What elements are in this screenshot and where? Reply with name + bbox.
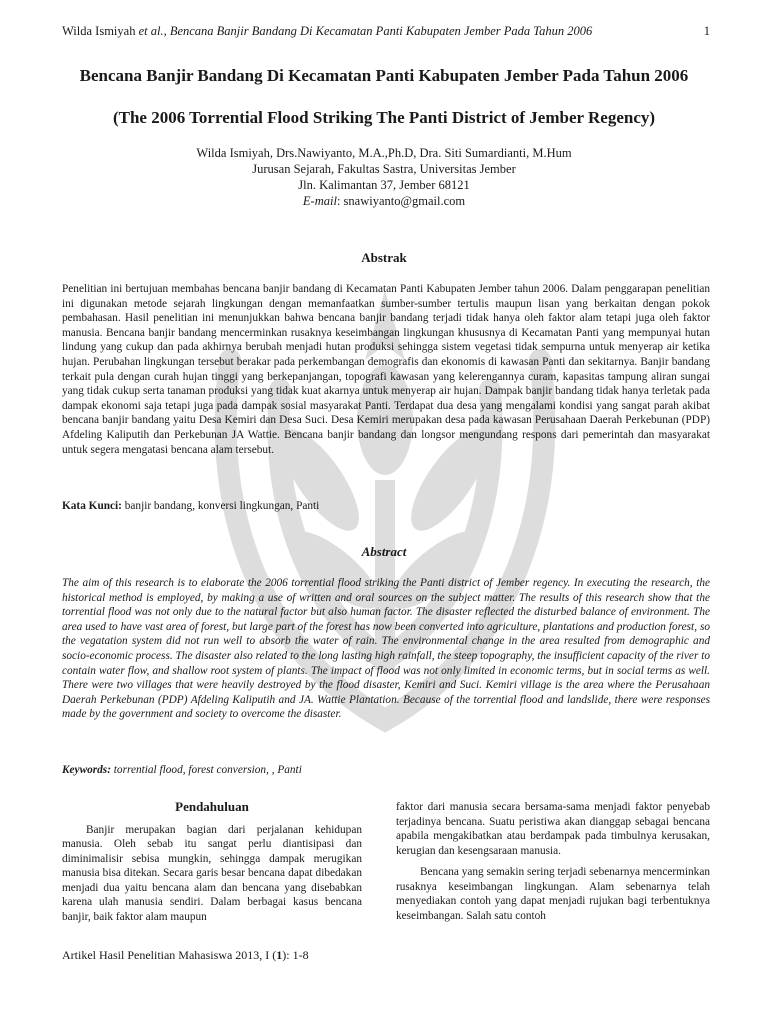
abstract-heading: Abstract <box>361 544 407 559</box>
abstract-body: The aim of this research is to elaborate the 2006 torrential flood striking the Panti district of Jember regency. In executing the research, the historical method is employed, by making a use of written and oral sources on the subject matter. The results of this research show that the torrential flood was not only due to the natural factor but also human factor. The disaster reflected the disturbed balance of environment. The area used to have vast area of forest, but large part of the forest has now been converted into agriculture, plantations and production forest, so the vegatation system did not run well to absorb the water of rain. The environmental change in the area resulted from demographic and socio-economic process. The disaster also related to the long lasting high rainfall, the steep topography, the insufficient capacity of the river to contain water flow, and shallow root system of plants. The impact of flood was not only limited in economic terms, but in social terms as well. There were two villages that were heavily destroyed by the flood disaster, Kemiri and Suci. Kemiri village is the area where the Perusahaan Daerah Perkebunan (PDP) Afdeling Kaliputih and JA. Wattie Plantation. Because of the torrential flood and landslide, there were responses made by the government and society to overcome the disaster. <box>62 577 710 721</box>
running-header <box>62 24 710 42</box>
left-column <box>62 800 362 924</box>
pendahuluan-heading: Pendahuluan <box>175 799 249 814</box>
page-number: 1 <box>703 24 710 38</box>
pendahuluan-left-paragraph: Banjir merupakan bagian dari perjalanan kehidupan manusia. Oleh sebab itu sangat perlu diantisipasi dan diminimalisir sebisa mungkin, sehingga dampak merugikan manusia bisa ditekan. Secara garis besar bencana dapat dibedakan menjadi dua yaitu bencana alam dan bencana yang disebabkan karena ulah manusia sendiri. Dalam berbagai kasus bencana banjir, baik faktor alam maupun <box>62 823 362 923</box>
pendahuluan-right-paragraph-1: faktor dari manusia secara bersama-sama menjadi faktor penyebab terjadinya bencana. Suatu peristiwa akan dianggap sebagai bencana apabila mengakibatkan atau berdampak pada timbulnya kerusakan, kerugian dan kesengsaraan manusia. <box>396 801 710 857</box>
abstrak-body: Penelitian ini bertujuan membahas bencana banjir bandang di Kecamatan Panti Kabupaten Jember tahun 2006. Dalam penggarapan penelitian ini digunakan metode sejarah lingkungan dengan memanfaatkan sumber-sumber tertulis maupun lisan yang berkaitan dengan pokok pembahasan. Hasil penelitian ini menunjukkan bahwa bencana banjir bandang terjadi tidak hanya oleh faktor alam tetapi juga oleh faktor manusia. Bencana banjir bandang mencerminkan rusaknya keseimbangan lingkungan khususnya di Kecamatan Panti yang mempunyai hutan lindung yang cukup dan pada akhirnya berubah menjadi hutan produksi sehingga sistem vegetasi tidak sempurna untuk menyerap air ketika hujan. Perubahan lingkungan tersebut berakar pada perkembangan demografis dan ekonomis di kawasan Panti dan sekitarnya. Banjir bandang terkait pula dengan curah hujan tinggi yang berkepanjangan, topografi kawasan yang kelerengannya curam, kapasitas tampung aliran sungai yang tidak cukup serta tanaman produksi yang tidak kuat akarnya untuk menyerap air hujan. Dampak banjir bandang tidak hanya terletak pada dampak ekonomi saja tetapi juga pada dampak sosial masyarakat Panti. Terdapat dua desa yang mengalami kondisi yang sangat parah akibat bencana banjir bandang yaitu Desa Kemiri dan Desa Suci. Desa Kemiri merupakan desa pada kawasan Perusahaan Daerah Perkebunan (PDP) Afdeling Kaliputih dan Perkebunan JA Wattie. Bencana banjir bandang dan longsor mengundang respons dari pemerintah dan masyarakat untuk segera mengatasi bencana alam tersebut. <box>62 283 710 456</box>
paper-title: Bencana Banjir Bandang Di Kecamatan Panti Kabupaten Jember Pada Tahun 2006 <box>79 66 689 85</box>
author-affiliation: Jurusan Sejarah, Fakultas Sastra, Universitas Jember <box>252 162 516 176</box>
author-email: E-mail: snawiyanto@gmail.com <box>302 194 466 208</box>
journal-footer: Artikel Hasil Penelitian Mahasiswa 2013, I (1): 1-8 <box>62 948 309 962</box>
right-column <box>396 800 710 923</box>
author-address: Jln. Kalimantan 37, Jember 68121 <box>298 178 470 192</box>
abstrak-keywords: Kata Kunci: banjir bandang, konversi lingkungan, Panti <box>62 500 320 512</box>
pendahuluan-right-paragraph-2: Bencana yang semakin sering terjadi sebenarnya mencerminkan rusaknya keseimbangan lingkungan. Alam sebenarnya telah menyediakan contoh yang dapat menjadi rujukan bagi terbentuknya keseimbangan. Salah satu contoh <box>396 866 710 922</box>
abstract-keywords: Keywords: torrential flood, forest conversion, , Panti <box>62 764 302 776</box>
author-block <box>40 145 728 209</box>
paper-title-english: (The 2006 Torrential Flood Striking The Panti District of Jember Regency) <box>112 108 656 127</box>
running-header-text: Wilda Ismiyah et al., Bencana Banjir Bandang Di Kecamatan Panti Kabupaten Jember Pada Tahun 2006 <box>62 24 593 38</box>
author-names: Wilda Ismiyah, Drs.Nawiyanto, M.A.,Ph.D, Dra. Siti Sumardianti, M.Hum <box>196 146 572 160</box>
abstrak-heading: Abstrak <box>361 250 407 265</box>
